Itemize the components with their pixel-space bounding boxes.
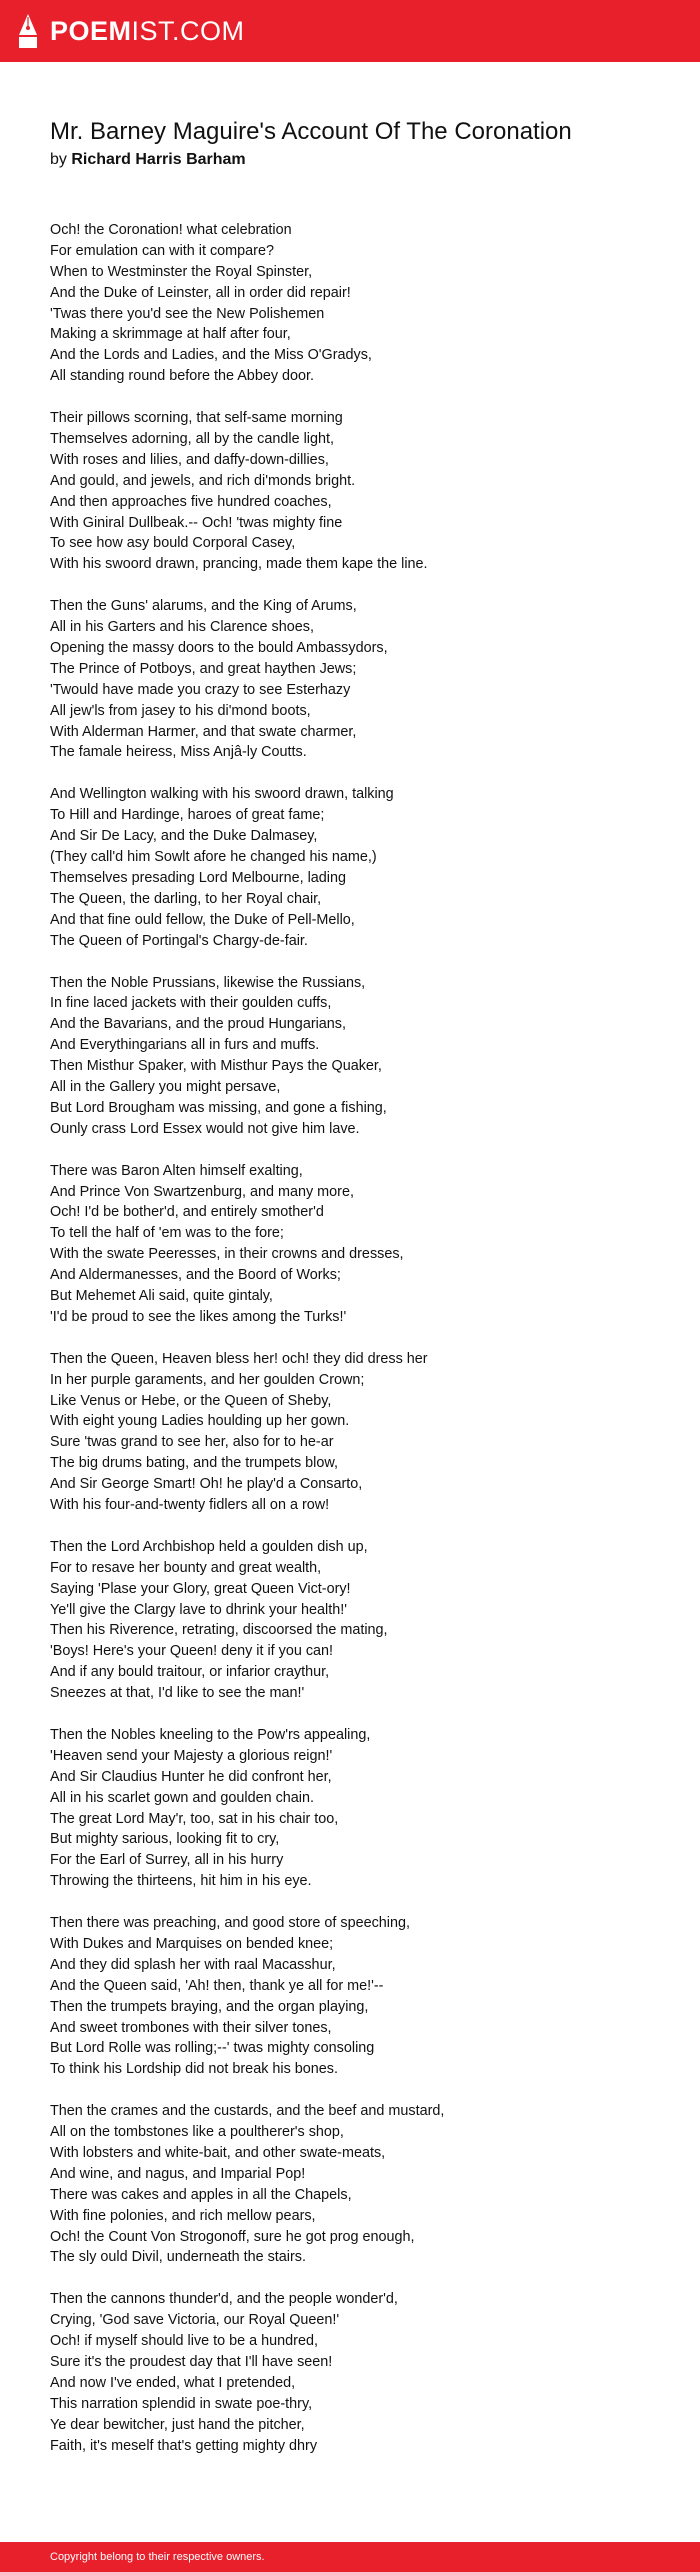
poem-line: To think his Lordship did not break his bones. xyxy=(50,2061,338,2078)
poem-line: To see how asy bould Corporal Casey, xyxy=(50,535,296,552)
poem-line: (They call'd him Sowlt afore he changed his name,) xyxy=(50,849,377,866)
stanza xyxy=(50,596,670,763)
poem-line: Then the cannons thunder'd, and the people wonder'd, xyxy=(50,2291,398,2308)
poem-line: All on the tombstones like a poultherer's shop, xyxy=(50,2124,344,2141)
poem-line: All standing round before the Abbey door. xyxy=(50,368,315,385)
poem-line: For emulation can with it compare? xyxy=(50,242,274,259)
poem-line: And if any bould traitour, or infarior craythur, xyxy=(50,1664,330,1681)
poem-line: With fine polonies, and rich mellow pears, xyxy=(50,2207,316,2224)
poem-line: Then the trumpets braying, and the organ playing, xyxy=(50,1998,369,2015)
poem-line: Crying, 'God save Victoria, our Royal Queen!' xyxy=(50,2312,340,2329)
logo-bold-text: POEM xyxy=(50,16,132,46)
poem-line: And gould, and jewels, and rich di'monds bright. xyxy=(50,472,356,489)
stanza xyxy=(50,2101,670,2268)
pen-nib-icon[interactable] xyxy=(17,13,39,49)
poem-line: Och! the Count Von Strogonoff, sure he got prog enough, xyxy=(50,2228,415,2245)
poem-line: Saying 'Plase your Glory, great Queen Vict-ory! xyxy=(50,1580,351,1597)
site-header xyxy=(0,0,700,62)
poem-body xyxy=(50,220,670,2478)
poem-line: Then the crames and the custards, and the beef and mustard, xyxy=(50,2103,445,2120)
poem-line: But Lord Brougham was missing, and gone a fishing, xyxy=(50,1099,387,1116)
poem-line: The Queen, the darling, to her Royal chair, xyxy=(50,890,322,907)
stanza xyxy=(50,973,670,1140)
poem-line: For to resave her bounty and great wealth, xyxy=(50,1559,322,1576)
poem-line: And they did splash her with raal Macasshur, xyxy=(50,1956,336,1973)
poem-line: With Giniral Dullbeak.-- Och! 'twas mighty fine xyxy=(50,514,343,531)
poem-line: Och! if myself should live to be a hundred, xyxy=(50,2333,318,2350)
poem-line: The great Lord May'r, too, sat in his chair too, xyxy=(50,1810,339,1827)
poem-line: Like Venus or Hebe, or the Queen of Sheby, xyxy=(50,1392,332,1409)
poem-line: And that fine ould fellow, the Duke of Pell-Mello, xyxy=(50,911,355,928)
poem-line: And Sir George Smart! Oh! he play'd a Consarto, xyxy=(50,1476,363,1493)
site-logo[interactable] xyxy=(50,15,245,47)
poem-line: With Dukes and Marquises on bended knee; xyxy=(50,1936,334,1953)
poem-line: Making a skrimmage at half after four, xyxy=(50,326,291,343)
poem-line: Themselves adorning, all by the candle light, xyxy=(50,431,334,448)
poem-line: Then the Lord Archbishop held a goulden dish up, xyxy=(50,1538,368,1555)
poem-line: Ounly crass Lord Essex would not give him lave. xyxy=(50,1120,360,1137)
poem-line: And Everythingarians all in furs and muffs. xyxy=(50,1037,320,1054)
poem-line: The sly ould Divil, underneath the stairs. xyxy=(50,2249,306,2266)
poem-line: With lobsters and white-bait, and other swate-meats, xyxy=(50,2145,386,2162)
byline xyxy=(50,150,246,170)
poem-line: 'Heaven send your Majesty a glorious reign!' xyxy=(50,1747,333,1764)
poem-line: All in the Gallery you might persave, xyxy=(50,1078,281,1095)
poem-line: To Hill and Hardinge, haroes of great fame; xyxy=(50,807,325,824)
poem-line: All in his Garters and his Clarence shoes, xyxy=(50,619,314,636)
poem-line: The Prince of Potboys, and great haythen Jews; xyxy=(50,660,357,677)
poem-line: In fine laced jackets with their goulden cuffs, xyxy=(50,995,332,1012)
poem-line: All jew'ls from jasey to his di'mond boots, xyxy=(50,702,311,719)
poem-line: And wine, and nagus, and Imparial Pop! xyxy=(50,2165,306,2182)
poem-line: Ye'll give the Clargy lave to dhrink your health!' xyxy=(50,1601,347,1618)
poem-line: And now I've ended, what I pretended, xyxy=(50,2374,296,2391)
poem-line: To tell the half of 'em was to the fore; xyxy=(50,1225,284,1242)
poem-line: Then there was preaching, and good store of speeching, xyxy=(50,1915,411,1932)
poem-line: Throwing the thirteens, hit him in his eye. xyxy=(50,1873,312,1890)
poem-line: And Sir De Lacy, and the Duke Dalmasey, xyxy=(50,828,318,845)
poem-title: Mr. Barney Maguire's Account Of The Coronation xyxy=(50,118,572,145)
stanza xyxy=(50,1537,670,1704)
poem-line: And the Queen said, 'Ah! then, thank ye all for me!'-- xyxy=(50,1977,384,1994)
stanza xyxy=(50,220,670,387)
poem-line: In her purple garaments, and her goulden Crown; xyxy=(50,1371,365,1388)
logo-rest-text: IST.COM xyxy=(131,16,245,46)
poem-line: The famale heiress, Miss Anjâ-ly Coutts. xyxy=(50,744,307,761)
poem-line: Ye dear bewitcher, just hand the pitcher, xyxy=(50,2416,305,2433)
poem-line: Faith, it's meself that's getting mighty dhry xyxy=(50,2437,318,2454)
poem-line: Then his Riverence, retrating, discoorsed the mating, xyxy=(50,1622,388,1639)
poem-line: With his swoord drawn, prancing, made them kape the line. xyxy=(50,556,428,573)
poem-line: 'Twould have made you crazy to see Esterhazy xyxy=(50,681,351,698)
poem-line: Then the Nobles kneeling to the Pow'rs appealing, xyxy=(50,1727,371,1743)
poem-line: With roses and lilies, and daffy-down-dillies, xyxy=(50,451,329,468)
stanza xyxy=(50,1161,670,1328)
poem-line: With the swate Peeresses, in their crowns and dresses, xyxy=(50,1246,404,1263)
poem-line: The big drums bating, and the trumpets blow, xyxy=(50,1455,338,1472)
poem-line: 'Boys! Here's your Queen! deny it if you can! xyxy=(50,1643,334,1660)
byline-prefix: by xyxy=(50,151,67,168)
poem-line: And then approaches five hundred coaches, xyxy=(50,493,332,510)
poem-line: Then Misthur Spaker, with Misthur Pays the Quaker, xyxy=(50,1058,382,1075)
poem-line: 'I'd be proud to see the likes among the Turks!' xyxy=(50,1308,347,1325)
poem-line: But Lord Rolle was rolling;--' twas mighty consoling xyxy=(50,2040,375,2057)
poem-line: With his four-and-twenty fidlers all on a row! xyxy=(50,1496,330,1513)
poem-line: And Sir Claudius Hunter he did confront her, xyxy=(50,1768,332,1785)
poem-line: The Queen of Portingal's Chargy-de-fair. xyxy=(50,932,308,949)
stanza xyxy=(50,2289,670,2456)
poem-line: And the Bavarians, and the proud Hungarians, xyxy=(50,1016,347,1033)
copyright-text: Copyright belong to their respective owners. xyxy=(50,2551,265,2563)
poem-line: And Wellington walking with his swoord drawn, talking xyxy=(50,786,394,803)
poem-line: There was Baron Alten himself exalting, xyxy=(50,1162,303,1179)
poem-line: Sneezes at that, I'd like to see the man!' xyxy=(50,1685,305,1702)
stanza xyxy=(50,784,670,951)
poem-line: And the Lords and Ladies, and the Miss O'Gradys, xyxy=(50,347,372,364)
poem-line: Then the Noble Prussians, likewise the Russians, xyxy=(50,974,366,991)
author-name: Richard Harris Barham xyxy=(71,151,246,168)
poem-line: Opening the massy doors to the bould Ambassydors, xyxy=(50,640,388,657)
poem-line: 'Twas there you'd see the New Polishemen xyxy=(50,305,325,322)
stanza xyxy=(50,1913,670,2080)
poem-line: All in his scarlet gown and goulden chain. xyxy=(50,1789,314,1806)
poem-line: But mighty sarious, looking fit to cry, xyxy=(50,1831,280,1848)
poem-line: And Aldermanesses, and the Boord of Works; xyxy=(50,1267,341,1284)
poem-line: With Alderman Harmer, and that swate charmer, xyxy=(50,723,357,740)
site-footer xyxy=(0,2542,700,2572)
poem-line: For the Earl of Surrey, all in his hurry xyxy=(50,1852,284,1869)
poem-line: Sure it's the proudest day that I'll have seen! xyxy=(50,2354,333,2371)
poem-line: Och! I'd be bother'd, and entirely smother'd xyxy=(50,1204,324,1221)
stanza xyxy=(50,1349,670,1516)
poem-line: With eight young Ladies houlding up her gown. xyxy=(50,1413,350,1430)
poem-line: Themselves presading Lord Melbourne, lading xyxy=(50,869,346,886)
poem-line: Then the Queen, Heaven bless her! och! they did dress her xyxy=(50,1350,428,1367)
stanza xyxy=(50,1725,670,1892)
poem-line: And sweet trombones with their silver tones, xyxy=(50,2019,332,2036)
poem-line: There was cakes and apples in all the Chapels, xyxy=(50,2186,352,2203)
poem-line: But Mehemet Ali said, quite gintaly, xyxy=(50,1287,273,1304)
poem-line: Och! the Coronation! what celebration xyxy=(50,222,292,238)
poem-line: And Prince Von Swartzenburg, and many more, xyxy=(50,1183,354,1200)
poem-line: Sure 'twas grand to see her, also for to he-ar xyxy=(50,1434,334,1451)
poem-line: This narration splendid in swate poe-thry, xyxy=(50,2395,313,2412)
poem-line: Then the Guns' alarums, and the King of Arums, xyxy=(50,598,357,615)
poem-line: And the Duke of Leinster, all in order did repair! xyxy=(50,284,351,301)
poem-line: Their pillows scorning, that self-same morning xyxy=(50,410,343,427)
stanza xyxy=(50,408,670,575)
poem-line: When to Westminster the Royal Spinster, xyxy=(50,263,313,280)
